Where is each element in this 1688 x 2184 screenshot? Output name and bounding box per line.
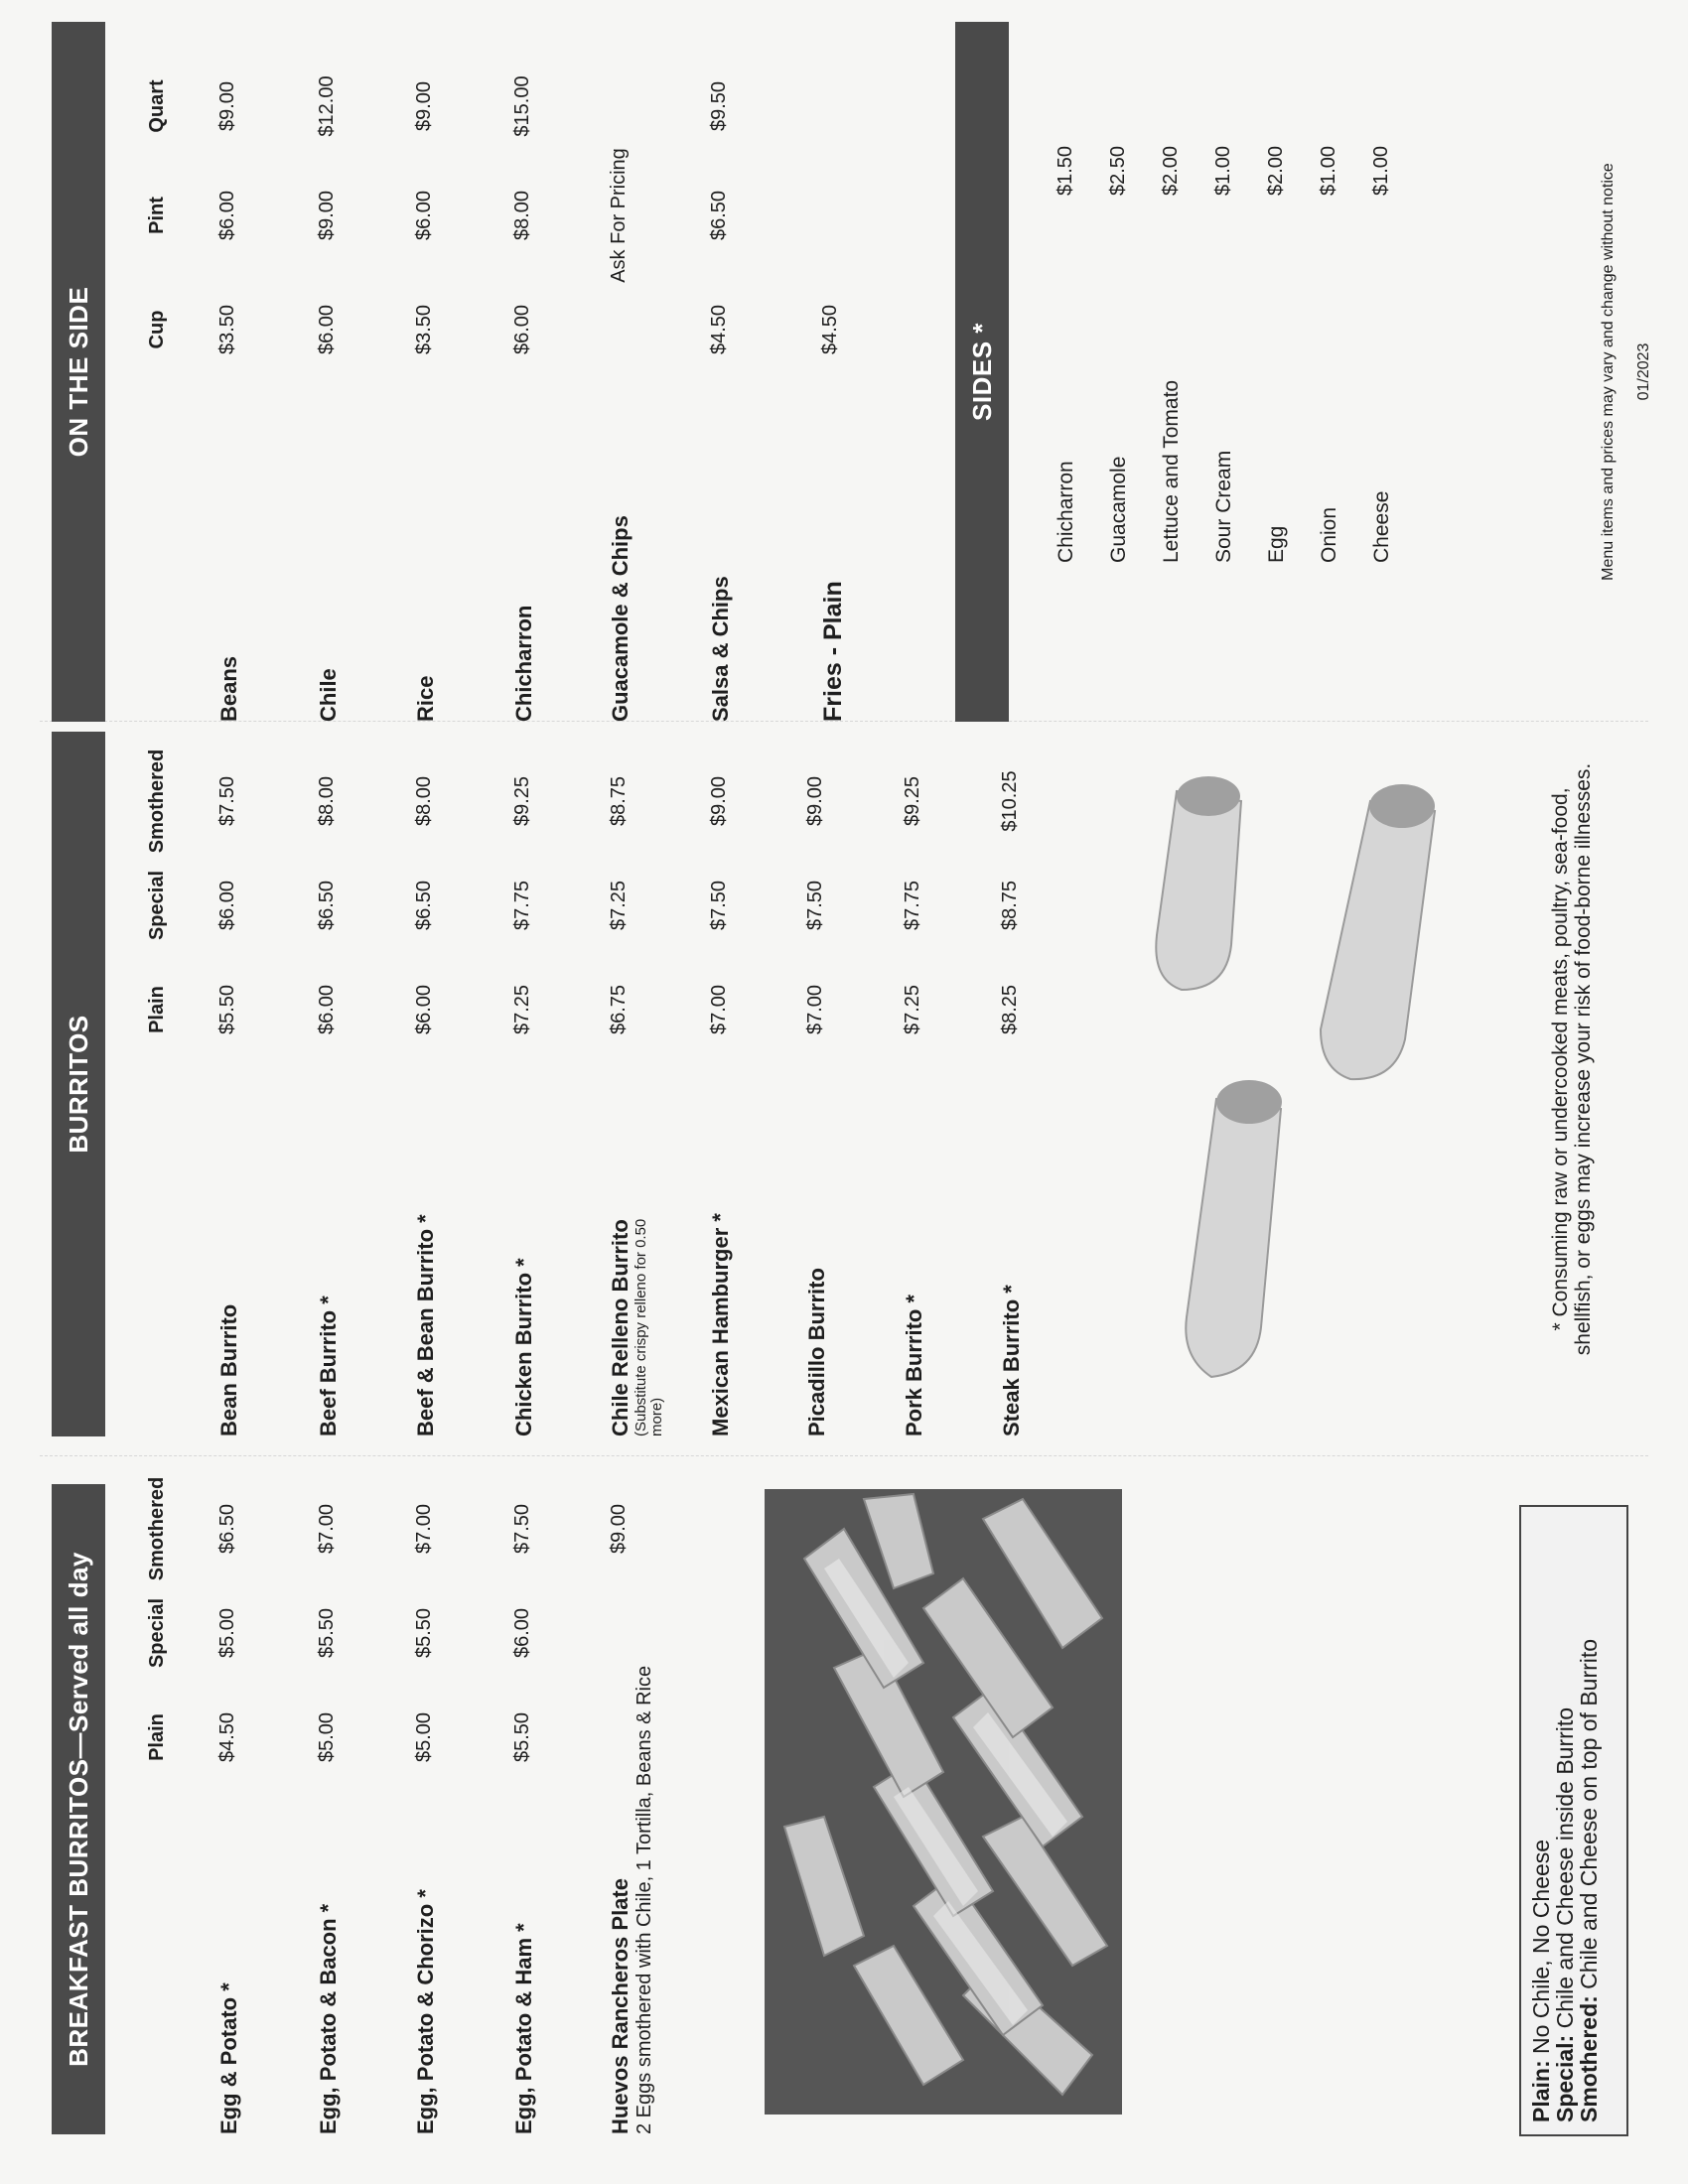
item-name: Chicken Burrito * (511, 1258, 536, 1436)
price-plain: $7.00 (804, 984, 826, 1035)
side-price: $2.00 (1160, 145, 1182, 197)
side-name: Chicharron (1055, 461, 1077, 563)
price-smothered: $7.00 (316, 1503, 338, 1555)
tamales-photo (765, 1489, 1122, 2115)
side-name: Cheese (1370, 490, 1393, 563)
side-name: Guacamole (1107, 456, 1130, 563)
price-special: $7.25 (608, 880, 630, 931)
price-smothered: $8.00 (413, 775, 435, 827)
price-plain: $5.50 (511, 1711, 533, 1763)
price-pint: $6.00 (413, 190, 435, 241)
item-name: Egg, Potato & Chorizo * (413, 1889, 438, 2134)
price-smothered: $7.50 (216, 775, 238, 827)
breakfast-col-smothered: Smothered (146, 1476, 168, 1581)
price-plain: $6.00 (316, 984, 338, 1035)
huevos-name: Huevos Rancheros Plate (608, 1878, 633, 2134)
burrito-1 (1186, 1080, 1282, 1377)
item-name: Fries - Plain (819, 581, 847, 722)
burritos-col-special: Special (146, 870, 168, 941)
side-price: $2.50 (1107, 145, 1129, 197)
item-name: Pork Burrito * (902, 1294, 926, 1436)
on-the-side-header-bar (52, 22, 105, 722)
item-name: Rice (413, 675, 438, 722)
legend-term: Smothered: (1576, 1995, 1602, 2122)
burrito-illustration (1142, 761, 1499, 1397)
burritos-col-smothered: Smothered (146, 749, 168, 854)
price-footnote: Menu items and prices may vary and change without notice (1600, 163, 1617, 581)
item-name: Egg & Potato * (216, 1982, 241, 2134)
price-special: $7.75 (902, 880, 923, 931)
price-special: $7.50 (708, 880, 730, 931)
price-plain: $8.25 (999, 984, 1021, 1035)
price-cup: $3.50 (216, 304, 238, 355)
price-cup: $6.00 (316, 304, 338, 355)
price-smothered: $7.00 (413, 1503, 435, 1555)
price-plain: $5.50 (216, 984, 238, 1035)
price-smothered: $6.50 (216, 1503, 238, 1555)
price-cup: $4.50 (819, 304, 841, 355)
breakfast-col-special: Special (146, 1597, 168, 1669)
price-pint: $8.00 (511, 190, 533, 241)
price-smothered: $9.25 (902, 775, 923, 827)
price-special: $6.50 (413, 880, 435, 931)
item-name: Steak Burrito * (999, 1285, 1024, 1436)
price-cup: $6.00 (511, 304, 533, 355)
price-smothered: $9.00 (708, 775, 730, 827)
price-smothered: $8.75 (608, 775, 630, 827)
side-name: Egg (1265, 525, 1288, 563)
item-name: Egg, Potato & Bacon * (316, 1903, 341, 2134)
price-special: $8.75 (999, 880, 1021, 931)
side-price: $1.00 (1212, 145, 1234, 197)
price-special: $6.50 (316, 880, 338, 931)
legend-special (1553, 1519, 1577, 2122)
side-price: $2.00 (1265, 145, 1287, 197)
item-name: Mexican Hamburger * (708, 1213, 733, 1436)
burritos-col-plain: Plain (146, 986, 168, 1033)
legend-plain (1529, 1519, 1553, 2122)
item-name: Chile (316, 668, 341, 722)
price-special: $5.50 (316, 1607, 338, 1659)
price-quart: $9.00 (216, 80, 238, 132)
price-plain: $6.00 (413, 984, 435, 1035)
price-special: $6.00 (216, 880, 238, 931)
item-name: Egg, Potato & Ham * (511, 1923, 536, 2134)
price-ask: Ask For Pricing (608, 148, 630, 283)
price-plain: $7.25 (902, 984, 923, 1035)
price-quart: $12.00 (316, 75, 338, 137)
price-plain: $5.00 (316, 1711, 338, 1763)
price-quart: $15.00 (511, 75, 533, 137)
price-pint: $6.00 (216, 190, 238, 241)
item-name: Salsa & Chips (708, 576, 733, 722)
price-smothered: $8.00 (316, 775, 338, 827)
item-name: Beef Burrito * (316, 1296, 341, 1436)
on-the-side-panel (0, 0, 1688, 722)
price-smothered: $9.00 (804, 775, 826, 827)
price-special: $5.50 (413, 1607, 435, 1659)
breakfast-col-plain: Plain (146, 1713, 168, 1761)
price-pint: $6.50 (708, 190, 730, 241)
huevos-price: $9.00 (608, 1503, 630, 1555)
breakfast-header-bar (52, 1484, 105, 2134)
price-quart: $9.50 (708, 80, 730, 132)
legend-text: Chile and Cheese on top of Burrito (1576, 1638, 1602, 1996)
price-special: $7.50 (804, 880, 826, 931)
burrito-2 (1321, 784, 1435, 1079)
tamales-photo-art (765, 1489, 1122, 2115)
sides-title: SIDES * (966, 323, 997, 421)
item-name: Beef & Bean Burrito * (413, 1214, 438, 1436)
price-pint: $9.00 (316, 190, 338, 241)
price-cup: $3.50 (413, 304, 435, 355)
burrito-3 (1156, 776, 1241, 990)
price-smothered: $9.25 (511, 775, 533, 827)
menu-date: 01/2023 (1635, 342, 1652, 401)
price-cup: $4.50 (708, 304, 730, 355)
burritos-panel (0, 722, 1688, 1456)
side-col-cup: Cup (146, 310, 168, 349)
breakfast-panel (0, 1469, 1688, 2184)
price-special: $6.00 (511, 1607, 533, 1659)
item-note: (Substitute crispy relleno for 0.50 more) (633, 1218, 665, 1436)
item-name: Chile Relleno Burrito (608, 1219, 633, 1436)
side-col-pint: Pint (146, 197, 168, 234)
price-special: $7.75 (511, 880, 533, 931)
price-plain: $7.00 (708, 984, 730, 1035)
legend-box (1519, 1505, 1628, 2136)
legend-text: Chile and Cheese inside Burrito (1552, 1706, 1578, 2035)
legend-term: Plain: (1528, 2060, 1554, 2122)
price-plain: $7.25 (511, 984, 533, 1035)
item-name: Picadillo Burrito (804, 1268, 829, 1436)
price-plain: $6.75 (608, 984, 630, 1035)
item-name: Chicharron (511, 605, 536, 722)
sides-header-bar (955, 22, 1009, 722)
price-special: $5.00 (216, 1607, 238, 1659)
on-the-side-title: ON THE SIDE (63, 286, 93, 458)
huevos-desc: 2 Eggs smothered with Chile, 1 Tortilla, Beans & Rice (633, 1665, 655, 2134)
burritos-header-bar (52, 732, 105, 1436)
burritos-disclaimer: * Consuming raw or undercooked meats, poultry, sea-food, shellfish, or eggs may increase your risk of food-borne illnesses. (1549, 762, 1595, 1356)
side-name: Sour Cream (1212, 450, 1235, 563)
side-price: $1.00 (1370, 145, 1392, 197)
item-name: Guacamole & Chips (608, 515, 633, 722)
price-plain: $5.00 (413, 1711, 435, 1763)
price-smothered: $7.50 (511, 1503, 533, 1555)
legend-term: Special: (1552, 2034, 1578, 2122)
side-name: Lettuce and Tomato (1160, 379, 1183, 563)
price-plain: $4.50 (216, 1711, 238, 1763)
breakfast-title: BREAKFAST BURRITOS—Served all day (63, 1552, 93, 2067)
side-name: Onion (1318, 506, 1340, 563)
item-name: Bean Burrito (216, 1303, 241, 1436)
side-price: $1.50 (1055, 145, 1076, 197)
price-smothered: $10.25 (999, 770, 1021, 832)
legend-smothered (1577, 1519, 1601, 2122)
legend-text: No Chile, No Cheese (1528, 1839, 1554, 2061)
burritos-title: BURRITOS (63, 1015, 93, 1154)
item-name: Beans (216, 655, 241, 722)
side-price: $1.00 (1318, 145, 1339, 197)
price-quart: $9.00 (413, 80, 435, 132)
side-col-quart: Quart (146, 79, 168, 133)
